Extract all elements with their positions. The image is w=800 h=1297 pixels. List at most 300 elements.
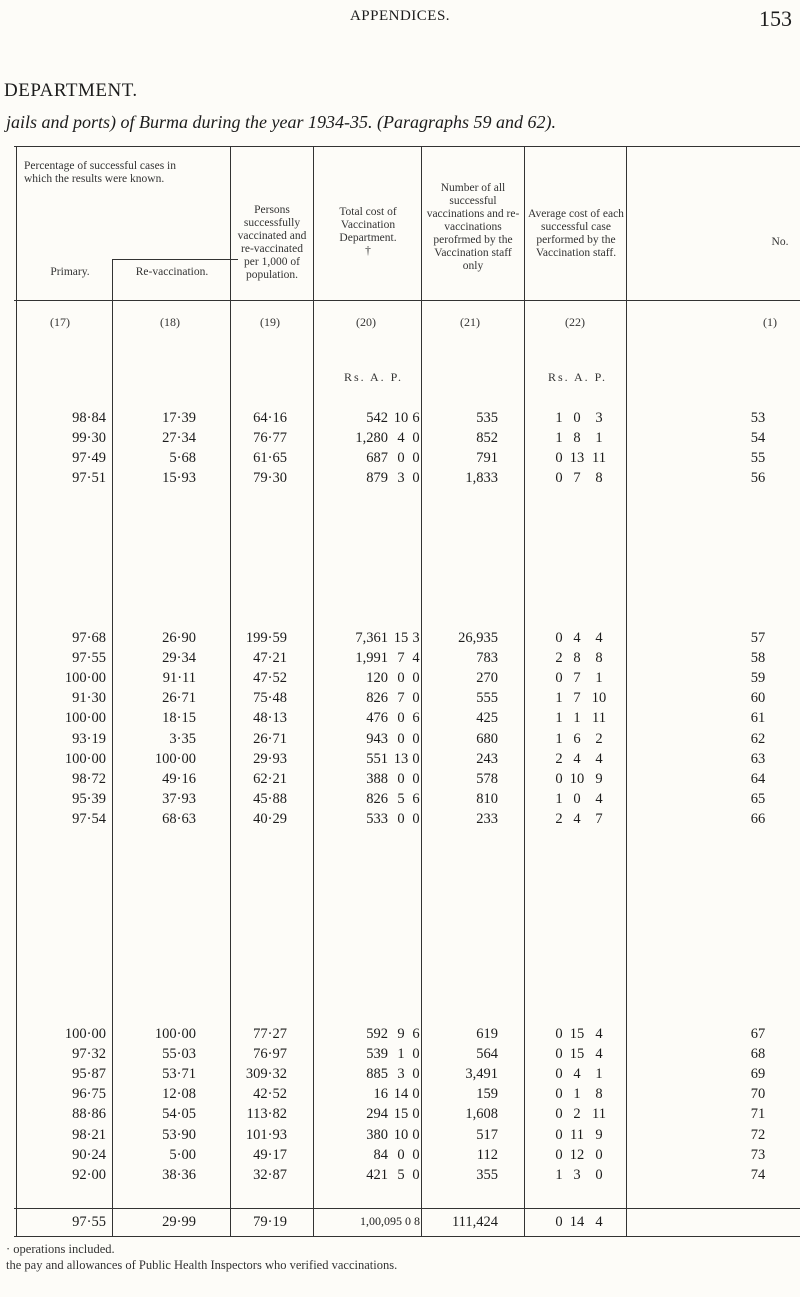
header-number: Number of all successful vaccinations and re-vaccinations perofrmed by the Vaccination staff only bbox=[426, 182, 520, 272]
cell-primary: 97·32 bbox=[72, 1046, 106, 1063]
cell-avg-p: 4 bbox=[595, 790, 603, 807]
cell-no: 60 bbox=[750, 690, 766, 707]
cell-cost-a: 0 bbox=[397, 770, 405, 787]
cell-primary: 97·51 bbox=[72, 470, 106, 487]
cell-avg-p: 3 bbox=[595, 410, 603, 426]
cell-avg-p: 9 bbox=[595, 770, 603, 787]
cell-avg-rs: 0 bbox=[555, 1086, 563, 1103]
cell-persons: 49·17 bbox=[253, 1146, 287, 1163]
cell-cost-rs: 7,361 bbox=[355, 630, 388, 646]
cell-avg-p: 4 bbox=[595, 1046, 603, 1063]
cell-persons: 101·93 bbox=[245, 1126, 287, 1143]
table-row bbox=[0, 410, 800, 428]
cell-revaccination: 53·90 bbox=[162, 1126, 196, 1143]
cell-revaccination: 100·00 bbox=[154, 1026, 196, 1042]
cell-no: 72 bbox=[750, 1126, 766, 1143]
running-head: APPENDICES. bbox=[349, 8, 451, 24]
table-row bbox=[0, 630, 800, 648]
cell-revaccination: 12·08 bbox=[162, 1086, 196, 1103]
cell-cost-p: 0 bbox=[412, 730, 420, 747]
header-persons: Persons successfully vaccinated and re-vaccinated per 1,000 of population. bbox=[237, 204, 307, 281]
cell-number: 26,935 bbox=[458, 630, 498, 646]
cell-cost-a: 7 bbox=[397, 690, 405, 707]
table-row bbox=[0, 710, 800, 728]
total-avg-p: 4 bbox=[595, 1214, 603, 1230]
cell-cost-p: 0 bbox=[412, 1166, 420, 1183]
cell-cost-rs: 542 bbox=[366, 410, 388, 426]
cell-persons: 79·30 bbox=[253, 470, 287, 487]
cell-avg-p: 11 bbox=[592, 1106, 606, 1123]
cell-avg-p: 4 bbox=[595, 1026, 603, 1042]
cell-no: 67 bbox=[750, 1026, 766, 1042]
footnote-pay: the pay and allowances of Public Health Inspectors who verified vaccinations. bbox=[6, 1258, 398, 1272]
cell-avg-a: 6 bbox=[573, 730, 581, 747]
cell-no: 57 bbox=[750, 630, 766, 646]
cell-number: 810 bbox=[476, 790, 498, 807]
cell-avg-rs: 0 bbox=[555, 670, 563, 687]
cell-avg-a: 1 bbox=[573, 1086, 581, 1103]
cell-no: 55 bbox=[750, 450, 766, 467]
table-bottom-rule bbox=[14, 1236, 800, 1237]
cell-revaccination: 54·05 bbox=[162, 1106, 196, 1123]
cell-revaccination: 37·93 bbox=[162, 790, 196, 807]
cell-persons: 61·65 bbox=[253, 450, 287, 467]
cell-avg-a: 2 bbox=[573, 1106, 581, 1123]
cell-primary: 91·30 bbox=[72, 690, 106, 707]
cell-avg-rs: 1 bbox=[555, 790, 563, 807]
cell-cost-a: 0 bbox=[397, 670, 405, 687]
cell-primary: 88·86 bbox=[72, 1106, 106, 1123]
cell-no: 66 bbox=[750, 810, 766, 827]
cell-avg-a: 7 bbox=[573, 690, 581, 707]
cell-avg-p: 1 bbox=[595, 670, 603, 687]
cell-persons: 199·59 bbox=[245, 630, 287, 646]
cell-persons: 40·29 bbox=[253, 810, 287, 827]
cell-persons: 75·48 bbox=[253, 690, 287, 707]
table-row bbox=[0, 690, 800, 708]
cell-revaccination: 26·90 bbox=[162, 630, 196, 646]
cell-cost-a: 10 bbox=[393, 410, 409, 426]
cell-no: 56 bbox=[750, 470, 766, 487]
total-primary: 97·55 bbox=[72, 1214, 106, 1230]
cell-number: 578 bbox=[476, 770, 498, 787]
cell-persons: 29·93 bbox=[253, 750, 287, 767]
cell-cost-a: 0 bbox=[397, 1146, 405, 1163]
cell-cost-a: 1 bbox=[397, 1046, 405, 1063]
table-row bbox=[0, 650, 800, 668]
cell-avg-p: 4 bbox=[595, 630, 603, 646]
cell-cost-a: 0 bbox=[397, 730, 405, 747]
cell-avg-p: 8 bbox=[595, 650, 603, 667]
col-number: (1) bbox=[763, 315, 777, 329]
cell-primary: 93·19 bbox=[72, 730, 106, 747]
cell-cost-rs: 592 bbox=[366, 1026, 388, 1042]
cell-cost-a: 7 bbox=[397, 650, 405, 667]
table-row bbox=[0, 1106, 800, 1124]
cell-primary: 95·39 bbox=[72, 790, 106, 807]
cell-cost-p: 0 bbox=[412, 1146, 420, 1163]
cell-number: 555 bbox=[476, 690, 498, 707]
cell-cost-p: 0 bbox=[412, 770, 420, 787]
cell-avg-a: 15 bbox=[569, 1026, 585, 1042]
cell-avg-rs: 2 bbox=[555, 810, 563, 827]
cell-no: 69 bbox=[750, 1066, 766, 1083]
cell-persons: 76·97 bbox=[253, 1046, 287, 1063]
cell-cost-rs: 943 bbox=[366, 730, 388, 747]
cell-avg-a: 7 bbox=[573, 670, 581, 687]
cell-avg-a: 13 bbox=[569, 450, 585, 467]
cell-cost-a: 5 bbox=[397, 1166, 405, 1183]
cell-cost-a: 14 bbox=[393, 1086, 409, 1103]
col-number: (21) bbox=[460, 315, 480, 329]
cell-cost-rs: 294 bbox=[366, 1106, 388, 1123]
cell-revaccination: 18·15 bbox=[162, 710, 196, 727]
cell-cost-a: 0 bbox=[397, 450, 405, 467]
total-revaccination: 29·99 bbox=[162, 1214, 196, 1230]
cell-primary: 97·68 bbox=[72, 630, 106, 646]
cell-cost-a: 3 bbox=[397, 1066, 405, 1083]
cell-avg-a: 10 bbox=[569, 770, 585, 787]
cell-avg-a: 12 bbox=[569, 1146, 585, 1163]
cell-no: 61 bbox=[750, 710, 766, 727]
cell-number: 1,608 bbox=[465, 1106, 498, 1123]
cell-avg-a: 8 bbox=[573, 430, 581, 447]
cell-primary: 97·49 bbox=[72, 450, 106, 467]
cell-cost-rs: 533 bbox=[366, 810, 388, 827]
cell-cost-p: 0 bbox=[412, 670, 420, 687]
cell-no: 65 bbox=[750, 790, 766, 807]
cell-cost-rs: 1,280 bbox=[355, 430, 388, 447]
col-number: (19) bbox=[260, 315, 280, 329]
table-row bbox=[0, 1167, 800, 1185]
cell-avg-p: 0 bbox=[595, 1146, 603, 1163]
cell-cost-rs: 1,991 bbox=[355, 650, 388, 667]
table-row bbox=[0, 670, 800, 688]
cell-number: 355 bbox=[476, 1166, 498, 1183]
cell-avg-rs: 1 bbox=[555, 730, 563, 747]
cell-number: 680 bbox=[476, 730, 498, 747]
cell-number: 425 bbox=[476, 710, 498, 727]
cell-number: 517 bbox=[476, 1126, 498, 1143]
cell-primary: 100·00 bbox=[64, 670, 106, 687]
cell-cost-a: 15 bbox=[393, 1106, 409, 1123]
cell-number: 112 bbox=[476, 1146, 498, 1163]
cell-avg-rs: 1 bbox=[555, 710, 563, 727]
cell-avg-rs: 1 bbox=[555, 690, 563, 707]
page-number: 153 bbox=[759, 6, 792, 31]
cell-avg-rs: 0 bbox=[555, 1126, 563, 1143]
cell-cost-a: 5 bbox=[397, 790, 405, 807]
cell-cost-rs: 826 bbox=[366, 790, 388, 807]
cell-number: 535 bbox=[476, 410, 498, 426]
table-subtitle: jails and ports) of Burma during the year 1934-35. (Paragraphs 59 and 62). bbox=[6, 112, 556, 132]
cell-cost-a: 3 bbox=[397, 470, 405, 487]
cell-cost-rs: 476 bbox=[366, 710, 388, 727]
col-number: (22) bbox=[565, 315, 585, 329]
header-primary: Primary. bbox=[50, 266, 90, 278]
unit-average: Rs. A. P. bbox=[548, 370, 608, 384]
cell-revaccination: 3·35 bbox=[169, 730, 196, 747]
cell-avg-p: 2 bbox=[595, 730, 603, 747]
cell-cost-p: 3 bbox=[412, 630, 420, 646]
total-persons: 79·19 bbox=[253, 1214, 287, 1230]
cell-no: 54 bbox=[750, 430, 766, 447]
col-number: (18) bbox=[160, 315, 180, 329]
cell-number: 564 bbox=[476, 1046, 498, 1063]
cell-revaccination: 15·93 bbox=[162, 470, 196, 487]
cell-avg-p: 1 bbox=[595, 1066, 603, 1083]
cell-avg-rs: 0 bbox=[555, 1046, 563, 1063]
cell-cost-rs: 380 bbox=[366, 1126, 388, 1143]
cell-persons: 26·71 bbox=[253, 730, 287, 747]
table-row bbox=[0, 811, 800, 829]
header-average-cost: Average cost of each successful case performed by the Vaccination staff. bbox=[528, 208, 624, 259]
cell-primary: 95·87 bbox=[72, 1066, 106, 1083]
cell-number: 159 bbox=[476, 1086, 498, 1103]
col-number: (20) bbox=[356, 315, 376, 329]
col-number: (17) bbox=[50, 315, 70, 329]
cell-avg-p: 4 bbox=[595, 750, 603, 767]
table-row bbox=[0, 771, 800, 789]
cell-primary: 97·55 bbox=[72, 650, 106, 667]
total-top-rule bbox=[14, 1208, 800, 1209]
header-percentage-group: Percentage of successful cases in which the results were known. bbox=[24, 160, 176, 185]
cell-avg-rs: 0 bbox=[555, 1106, 563, 1123]
cell-cost-p: 6 bbox=[412, 1026, 420, 1042]
table-row bbox=[0, 430, 800, 448]
cell-avg-rs: 1 bbox=[555, 410, 563, 426]
table-row bbox=[0, 1147, 800, 1165]
table-row bbox=[0, 1046, 800, 1064]
cell-primary: 99·30 bbox=[72, 430, 106, 447]
cell-persons: 48·13 bbox=[253, 710, 287, 727]
cell-cost-rs: 879 bbox=[366, 470, 388, 487]
total-avg-a: 14 bbox=[569, 1214, 585, 1230]
cell-persons: 42·52 bbox=[253, 1086, 287, 1103]
cell-primary: 100·00 bbox=[64, 750, 106, 767]
header-bottom-rule bbox=[14, 300, 800, 301]
cell-cost-p: 6 bbox=[412, 710, 420, 727]
cell-avg-p: 8 bbox=[595, 1086, 603, 1103]
total-cost: 1,00,095 0 8 bbox=[360, 1214, 420, 1228]
cell-revaccination: 17·39 bbox=[162, 410, 196, 426]
cell-number: 791 bbox=[476, 450, 498, 467]
cell-primary: 98·84 bbox=[72, 410, 106, 426]
header-revaccination: Re-vaccination. bbox=[135, 266, 209, 278]
cell-no: 63 bbox=[750, 750, 766, 767]
cell-avg-rs: 0 bbox=[555, 630, 563, 646]
cell-revaccination: 55·03 bbox=[162, 1046, 196, 1063]
table-row bbox=[0, 1127, 800, 1145]
cell-number: 270 bbox=[476, 670, 498, 687]
cell-cost-p: 0 bbox=[412, 690, 420, 707]
cell-cost-p: 0 bbox=[412, 750, 420, 767]
table-row bbox=[0, 470, 800, 488]
table-row bbox=[0, 450, 800, 468]
header-total-cost bbox=[316, 206, 420, 258]
cell-revaccination: 5·00 bbox=[169, 1146, 196, 1163]
cell-cost-a: 10 bbox=[393, 1126, 409, 1143]
cell-cost-rs: 687 bbox=[366, 450, 388, 467]
cell-avg-a: 0 bbox=[573, 790, 581, 807]
cell-cost-rs: 826 bbox=[366, 690, 388, 707]
unit-cost: Rs. A. P. bbox=[344, 370, 404, 384]
cell-avg-rs: 0 bbox=[555, 1066, 563, 1083]
cell-cost-rs: 388 bbox=[366, 770, 388, 787]
cell-persons: 32·87 bbox=[253, 1166, 287, 1183]
cell-avg-a: 11 bbox=[570, 1126, 584, 1143]
cell-no: 58 bbox=[750, 650, 766, 667]
cell-cost-rs: 120 bbox=[366, 670, 388, 687]
total-row bbox=[0, 1214, 800, 1232]
cell-avg-p: 10 bbox=[591, 690, 607, 707]
cell-number: 852 bbox=[476, 430, 498, 447]
cell-avg-p: 8 bbox=[595, 470, 603, 487]
cell-persons: 62·21 bbox=[253, 770, 287, 787]
cell-primary: 98·21 bbox=[72, 1126, 106, 1143]
cell-primary: 100·00 bbox=[64, 710, 106, 727]
cell-avg-a: 4 bbox=[573, 1066, 581, 1083]
cell-cost-p: 0 bbox=[412, 1106, 420, 1123]
cell-cost-rs: 16 bbox=[373, 1086, 388, 1103]
cell-revaccination: 53·71 bbox=[162, 1066, 196, 1083]
cell-revaccination: 29·34 bbox=[162, 650, 196, 667]
cell-revaccination: 26·71 bbox=[162, 690, 196, 707]
cell-primary: 90·24 bbox=[72, 1146, 106, 1163]
header-no: No. bbox=[771, 236, 789, 248]
group-rule bbox=[112, 259, 238, 260]
cell-persons: 47·52 bbox=[253, 670, 287, 687]
cell-no: 74 bbox=[750, 1166, 766, 1183]
cell-cost-rs: 885 bbox=[366, 1066, 388, 1083]
cell-cost-a: 0 bbox=[397, 810, 405, 827]
cell-cost-a: 4 bbox=[397, 430, 405, 447]
table-row bbox=[0, 1066, 800, 1084]
cell-revaccination: 49·16 bbox=[162, 770, 196, 787]
cell-avg-a: 4 bbox=[573, 630, 581, 646]
cell-cost-a: 0 bbox=[397, 710, 405, 727]
cell-cost-p: 0 bbox=[412, 1086, 420, 1103]
cell-number: 1,833 bbox=[465, 470, 498, 487]
department-heading: DEPARTMENT. bbox=[4, 80, 138, 101]
cell-number: 783 bbox=[476, 650, 498, 667]
cell-cost-p: 0 bbox=[412, 450, 420, 467]
cell-cost-p: 0 bbox=[412, 810, 420, 827]
cell-avg-a: 3 bbox=[573, 1166, 581, 1183]
total-number: 111,424 bbox=[451, 1214, 498, 1230]
cell-avg-p: 9 bbox=[595, 1126, 603, 1143]
cell-cost-p: 0 bbox=[412, 430, 420, 447]
table-row bbox=[0, 1086, 800, 1104]
cell-avg-p: 7 bbox=[595, 810, 603, 827]
cell-primary: 98·72 bbox=[72, 770, 106, 787]
cell-no: 62 bbox=[750, 730, 766, 747]
cell-cost-rs: 551 bbox=[366, 750, 388, 767]
cell-avg-a: 7 bbox=[573, 470, 581, 487]
table-row bbox=[0, 1026, 800, 1044]
cell-persons: 47·21 bbox=[253, 650, 287, 667]
cell-no: 59 bbox=[750, 670, 766, 687]
table-row bbox=[0, 791, 800, 809]
cell-no: 53 bbox=[750, 410, 766, 426]
cell-number: 619 bbox=[476, 1026, 498, 1042]
cell-avg-a: 15 bbox=[569, 1046, 585, 1063]
cell-cost-p: 4 bbox=[412, 650, 420, 667]
cell-avg-a: 0 bbox=[573, 410, 581, 426]
cell-cost-p: 6 bbox=[412, 790, 420, 807]
cell-avg-rs: 2 bbox=[555, 650, 563, 667]
cell-avg-p: 0 bbox=[595, 1166, 603, 1183]
cell-persons: 64·16 bbox=[253, 410, 287, 426]
cell-revaccination: 38·36 bbox=[162, 1166, 196, 1183]
table-row bbox=[0, 731, 800, 749]
cell-avg-a: 1 bbox=[573, 710, 581, 727]
cell-persons: 45·88 bbox=[253, 790, 287, 807]
cell-revaccination: 68·63 bbox=[162, 810, 196, 827]
cell-avg-rs: 2 bbox=[555, 750, 563, 767]
cell-persons: 113·82 bbox=[246, 1106, 287, 1123]
cell-avg-rs: 0 bbox=[555, 1146, 563, 1163]
cell-primary: 97·54 bbox=[72, 810, 106, 827]
cell-avg-p: 11 bbox=[592, 710, 606, 727]
cell-cost-p: 0 bbox=[412, 470, 420, 487]
header-total-cost-text: Total cost of Vaccination Department. bbox=[339, 206, 397, 244]
cell-avg-rs: 0 bbox=[555, 1026, 563, 1042]
cell-avg-p: 1 bbox=[595, 430, 603, 447]
cell-persons: 77·27 bbox=[253, 1026, 287, 1042]
cell-cost-p: 0 bbox=[412, 1066, 420, 1083]
cell-avg-a: 8 bbox=[573, 650, 581, 667]
cell-revaccination: 5·68 bbox=[169, 450, 196, 467]
cell-avg-rs: 1 bbox=[555, 430, 563, 447]
cell-no: 73 bbox=[750, 1146, 766, 1163]
cell-cost-rs: 539 bbox=[366, 1046, 388, 1063]
cell-no: 64 bbox=[750, 770, 766, 787]
dagger-mark: † bbox=[365, 245, 371, 257]
cell-cost-a: 15 bbox=[393, 630, 409, 646]
cell-number: 3,491 bbox=[465, 1066, 498, 1083]
cell-cost-a: 13 bbox=[393, 750, 409, 767]
cell-avg-rs: 0 bbox=[555, 470, 563, 487]
total-avg-rs: 0 bbox=[555, 1214, 563, 1230]
footnote-operations: · operations included. bbox=[6, 1242, 115, 1256]
cell-number: 233 bbox=[476, 810, 498, 827]
cell-avg-a: 4 bbox=[573, 750, 581, 767]
cell-cost-p: 0 bbox=[412, 1126, 420, 1143]
cell-cost-p: 0 bbox=[412, 1046, 420, 1063]
cell-avg-p: 11 bbox=[592, 450, 606, 467]
table-row bbox=[0, 751, 800, 769]
cell-cost-p: 6 bbox=[412, 410, 420, 426]
cell-revaccination: 100·00 bbox=[154, 750, 196, 767]
cell-primary: 96·75 bbox=[72, 1086, 106, 1103]
cell-no: 68 bbox=[750, 1046, 766, 1063]
cell-revaccination: 27·34 bbox=[162, 430, 196, 447]
cell-avg-rs: 0 bbox=[555, 450, 563, 467]
cell-persons: 309·32 bbox=[245, 1066, 287, 1083]
cell-cost-a: 9 bbox=[397, 1026, 405, 1042]
cell-no: 71 bbox=[750, 1106, 766, 1123]
table-top-rule bbox=[14, 146, 800, 147]
cell-cost-rs: 84 bbox=[373, 1146, 388, 1163]
cell-persons: 76·77 bbox=[253, 430, 287, 447]
cell-avg-a: 4 bbox=[573, 810, 581, 827]
cell-number: 243 bbox=[476, 750, 498, 767]
cell-primary: 92·00 bbox=[72, 1166, 106, 1183]
cell-primary: 100·00 bbox=[64, 1026, 106, 1042]
cell-cost-rs: 421 bbox=[366, 1166, 388, 1183]
cell-no: 70 bbox=[750, 1086, 766, 1103]
